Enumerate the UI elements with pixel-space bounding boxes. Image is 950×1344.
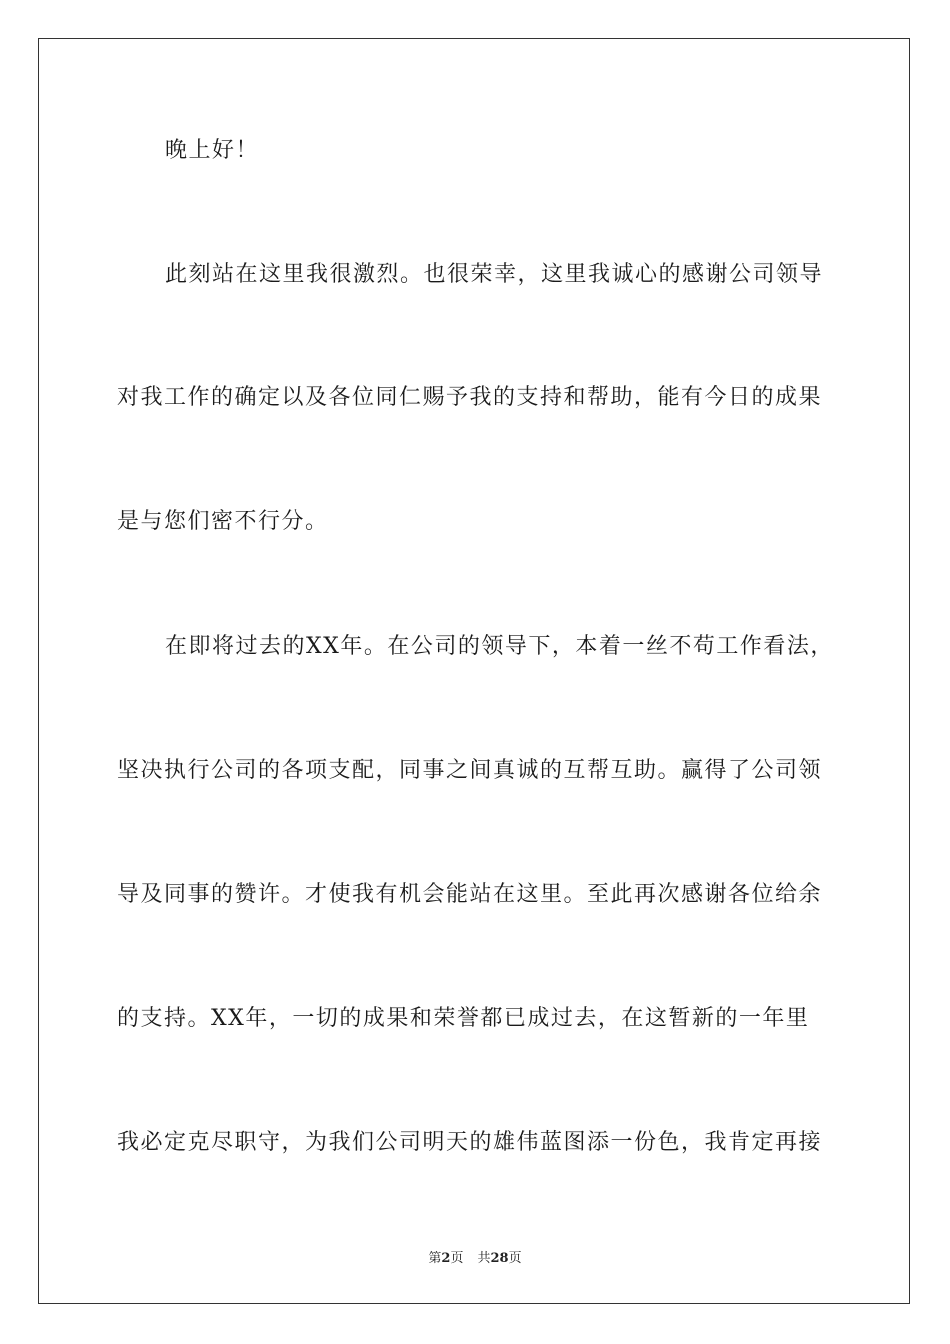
page-suffix: 页 — [450, 1251, 464, 1266]
paragraph-line: 导及同事的赞许。才使我有机会能站在这里。至此再次感谢各位给余 — [117, 882, 823, 907]
paragraph-line: 是与您们密不行分。 — [117, 509, 329, 534]
paragraph-line: 此刻站在这里我很激烈。也很荣幸，这里我诚心的感谢公司领导 — [165, 262, 824, 287]
total-suffix: 页 — [508, 1251, 522, 1266]
paragraph-line: 我必定克尽职守，为我们公司明天的雄伟蓝图添一份色，我肯定再接 — [117, 1130, 823, 1155]
page-number: 2 — [441, 1251, 451, 1266]
greeting-line: 晚上好！ — [165, 138, 260, 163]
page-border — [38, 38, 910, 1304]
paragraph-line: 的支持。XX年，一切的成果和荣誉都已成过去，在这暂新的一年里 — [117, 1006, 810, 1031]
paragraph-line: 对我工作的确定以及各位同仁赐予我的支持和帮助，能有今日的成果 — [117, 385, 823, 410]
paragraph-line: 在即将过去的XX年。在公司的领导下，本着一丝不苟工作看法， — [165, 634, 834, 659]
page-footer — [0, 1247, 950, 1266]
page-prefix: 第 — [428, 1251, 442, 1266]
total-prefix: 共 — [477, 1251, 491, 1266]
total-pages: 28 — [490, 1251, 509, 1266]
paragraph-line: 坚决执行公司的各项支配，同事之间真诚的互帮互助。赢得了公司领 — [117, 758, 823, 783]
